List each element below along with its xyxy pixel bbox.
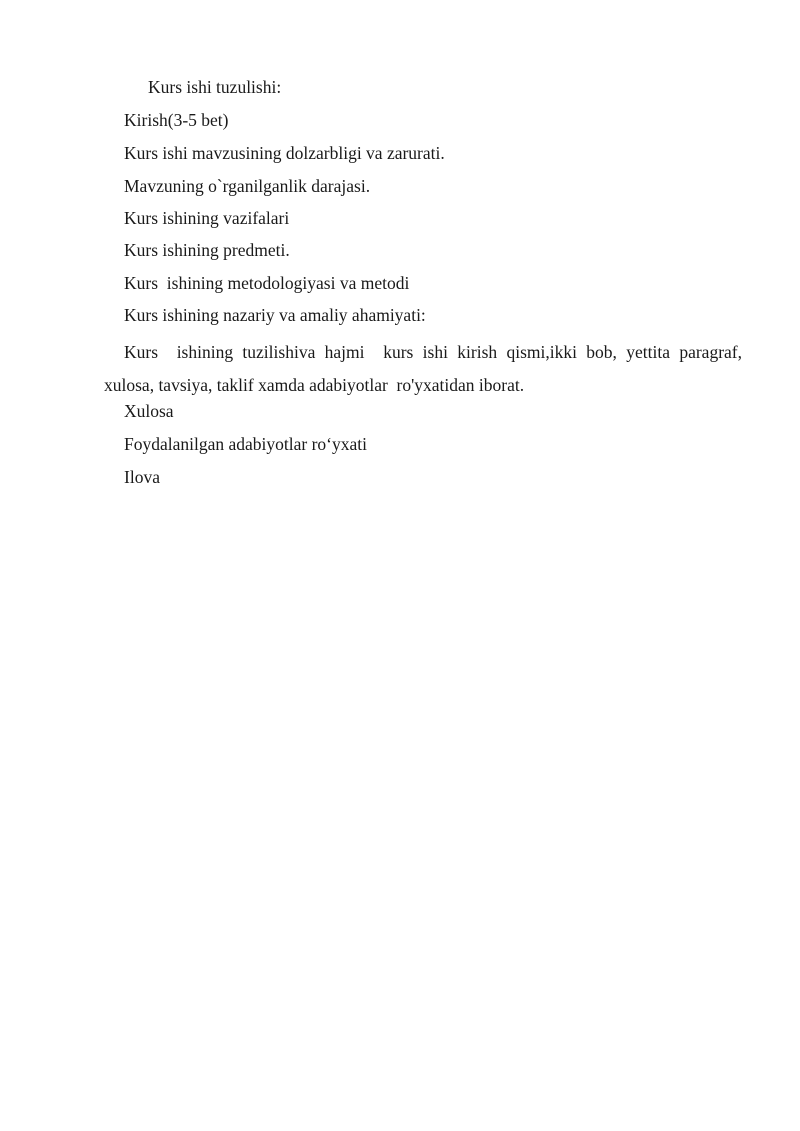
list-item-kirish: Kirish(3-5 bet) [124,110,229,130]
list-item-predmet: Kurs ishining predmeti. [124,240,290,260]
structure-paragraph-line1: Kurs ishining tuzilishiva hajmi kurs ishi kirish qismi,ikki bob, yettita paragraf, [124,342,742,362]
list-item-ilova: Ilova [124,467,160,487]
list-item-organilganlik: Mavzuning o`rganilganlik darajasi. [124,176,371,196]
list-item-ahamiyat: Kurs ishining nazariy va amaliy ahamiyati: [124,305,426,325]
section-heading: Kurs ishi tuzulishi: [148,77,282,97]
list-item-metodologiya: Kurs ishining metodologiyasi va metodi [124,273,410,293]
list-item-adabiyotlar: Foydalanilgan adabiyotlar ro‘yxati [124,434,367,454]
list-item-vazifalar: Kurs ishining vazifalari [124,208,290,228]
structure-paragraph-line2: xulosa, tavsiya, taklif xamda adabiyotlar ro'yxatidan iborat. [104,375,525,395]
structure-paragraph [104,336,742,402]
list-item-dolzarblik: Kurs ishi mavzusining dolzarbligi va zarurati. [124,143,445,163]
list-item-xulosa: Xulosa [124,401,174,421]
